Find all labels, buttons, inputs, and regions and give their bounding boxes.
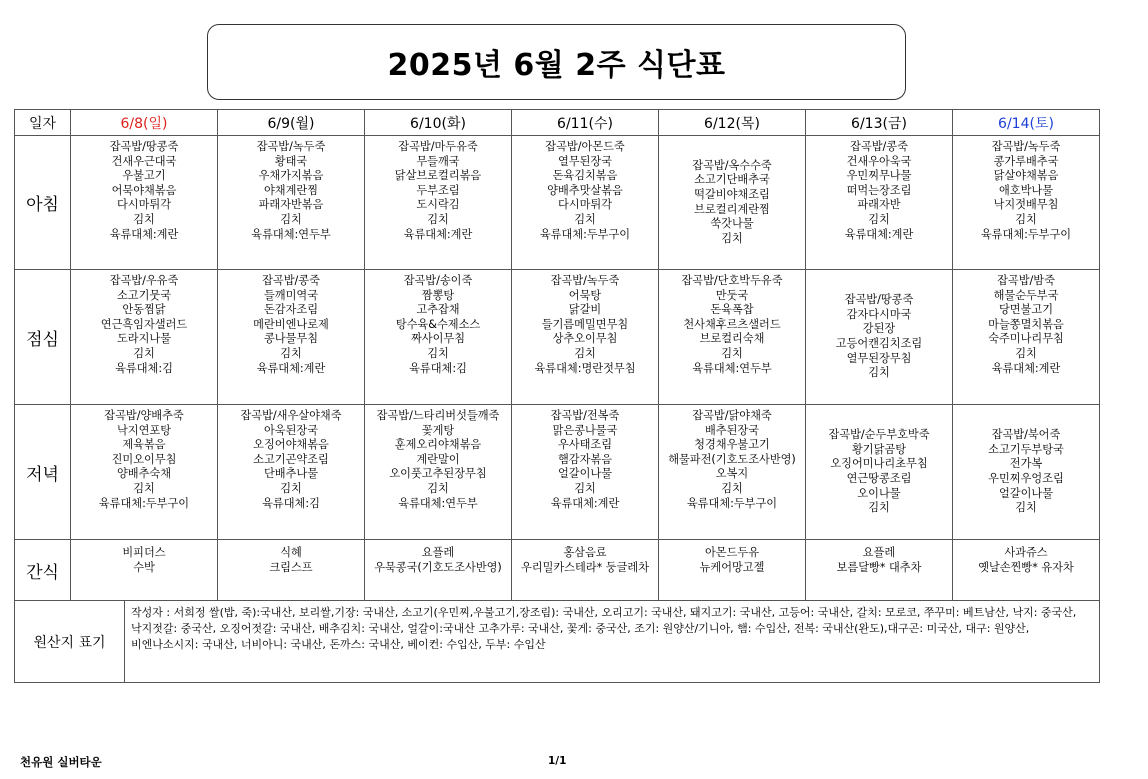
menu-item: 돈육김치볶음 [552, 169, 618, 183]
menu-item: 우민찌무나물 [846, 169, 912, 183]
menu-item: 마늘쫑멸치볶음 [988, 317, 1064, 331]
meal-row [15, 270, 1100, 405]
menu-item: 고등어캔김치조림 [835, 337, 923, 350]
menu-item: 상추오이무침 [552, 332, 618, 346]
menu-item: 오징어미나리초무침 [830, 457, 928, 471]
menu-item: 탕수육&수제소스 [395, 317, 481, 331]
menu-cell [512, 270, 659, 405]
menu-item: 아욱된장국 [263, 423, 319, 437]
menu-cell [806, 405, 953, 540]
menu-item: 우묵콩국(기호도조사반영) [374, 560, 502, 574]
meal-row [15, 136, 1100, 270]
menu-item: 낙지연포탕 [116, 423, 172, 437]
menu-cell [659, 405, 806, 540]
menu-item: 우민찌우엉조림 [988, 472, 1064, 485]
menu-item: 요플레 [421, 546, 455, 559]
menu-item: 돈감자조림 [263, 303, 319, 317]
menu-item: 육류대체:연두부 [692, 361, 772, 375]
meal-label: 점심 [15, 270, 71, 405]
menu-item: 황태국 [274, 154, 308, 168]
menu-item: 잡곡밥/땅콩죽 [109, 140, 179, 153]
menu-item: 건새우아욱국 [846, 154, 912, 168]
day-header: 6/12(목) [659, 110, 806, 136]
menu-item: 잡곡밥/녹두죽 [991, 140, 1061, 153]
menu-cell [806, 540, 953, 601]
menu-item: 잡곡밥/북어죽 [991, 428, 1061, 442]
menu-item: 김치 [280, 481, 302, 495]
menu-item: 다시마튀각 [116, 198, 172, 212]
menu-cell [806, 270, 953, 405]
menu-cell [512, 540, 659, 601]
menu-item: 감자다시마국 [846, 307, 912, 321]
menu-item: 육류대체:두부구이 [98, 496, 190, 510]
menu-item: 닭살브로컬리볶음 [394, 169, 482, 183]
menu-item: 크림스프 [269, 560, 313, 574]
date-header-label: 일자 [15, 110, 71, 136]
menu-cell [953, 136, 1100, 270]
origin-table [14, 600, 1100, 683]
menu-item: 쑥갓나물 [710, 217, 754, 231]
menu-item: 오복지 [715, 467, 749, 481]
menu-item: 육류대체:계란 [109, 227, 179, 241]
menu-item: 잡곡밥/콩죽 [262, 274, 320, 287]
menu-item: 진미오이무침 [111, 452, 177, 466]
meal-label: 간식 [15, 540, 71, 601]
date-header-row [15, 110, 1100, 136]
page-title: 2025년 6월 2주 식단표 [387, 48, 726, 83]
menu-item: 잡곡밥/닭야채죽 [692, 409, 772, 422]
menu-item: 잡곡밥/아몬드죽 [545, 140, 625, 153]
menu-item: 해물파전(기호도조사반영) [668, 452, 796, 466]
menu-item: 김치 [280, 346, 302, 360]
menu-item: 배추된장국 [704, 423, 760, 437]
footer-organization: 천유원 실버타운 [20, 755, 102, 769]
menu-item: 육류대체:계란 [550, 496, 620, 510]
menu-item: 김치 [133, 346, 155, 360]
menu-item: 김치 [721, 481, 743, 495]
menu-item: 육류대체:연두부 [251, 227, 331, 241]
menu-cell [953, 540, 1100, 601]
menu-item: 해물순두부국 [993, 288, 1059, 302]
menu-item: 잡곡밥/전복죽 [550, 409, 620, 422]
menu-item: 육류대체:계란 [256, 361, 326, 375]
menu-item: 육류대체:김 [262, 496, 320, 510]
menu-item: 두부조림 [416, 183, 460, 197]
menu-item: 양배추숙채 [116, 467, 172, 481]
menu-item: 야채계란찜 [263, 183, 319, 197]
menu-item: 파래자반 [857, 198, 901, 212]
menu-item: 어묵야채볶음 [111, 183, 177, 197]
menu-item: 떠먹는장조림 [846, 183, 912, 197]
menu-cell [365, 270, 512, 405]
menu-cell [953, 405, 1100, 540]
menu-item: 뉴케어망고젤 [699, 560, 765, 574]
menu-item: 짬뽕탕 [421, 288, 455, 302]
menu-item: 김치 [133, 212, 155, 226]
menu-item: 김치 [868, 212, 890, 226]
menu-item: 김치 [721, 231, 743, 245]
menu-item: 돈육폭찹 [710, 303, 754, 317]
menu-item: 콩나물무침 [263, 332, 319, 346]
menu-item: 당면불고기 [998, 303, 1054, 317]
menu-item: 짜사이무침 [410, 332, 466, 346]
menu-item: 우사태조림 [557, 438, 613, 452]
menu-item: 김치 [574, 346, 596, 360]
menu-item: 낙지젓배무침 [993, 198, 1059, 212]
menu-item: 브로컬리숙채 [699, 332, 765, 346]
menu-item: 황기닭곰탕 [851, 442, 907, 456]
menu-item: 무들깨국 [416, 154, 460, 168]
menu-item: 잡곡밥/새우살야채죽 [240, 409, 342, 422]
menu-item: 잡곡밥/밤죽 [997, 274, 1055, 287]
menu-item: 잡곡밥/송이죽 [403, 274, 473, 287]
day-header: 6/11(수) [512, 110, 659, 136]
menu-item: 고추잡채 [416, 303, 460, 317]
menu-item: 소고기곤약조림 [253, 452, 329, 466]
menu-item: 육류대체:두부구이 [980, 227, 1072, 241]
day-header: 6/13(금) [806, 110, 953, 136]
menu-item: 옛날손찐빵* 유자차 [978, 560, 1074, 574]
menu-item: 닭갈비 [568, 303, 602, 317]
menu-item: 브로컬리계란찜 [694, 202, 770, 216]
menu-item: 육류대체:두부구이 [686, 496, 778, 510]
menu-item: 김치 [427, 212, 449, 226]
menu-item: 우리밀카스테라* 둥글레차 [520, 560, 650, 574]
meal-label: 아침 [15, 136, 71, 270]
menu-item: 맑은콩나물국 [552, 423, 618, 437]
menu-item: 육류대체:명란젓무침 [534, 361, 636, 375]
menu-cell [71, 540, 218, 601]
menu-item: 어묵탕 [568, 288, 602, 302]
menu-item: 홍삼음료 [563, 546, 607, 559]
menu-item: 떡갈비야채조림 [694, 187, 770, 201]
menu-item: 잡곡밥/콩죽 [850, 140, 908, 153]
menu-cell [71, 405, 218, 540]
menu-item: 육류대체:연두부 [398, 496, 478, 510]
menu-item: 김치 [574, 212, 596, 226]
menu-item: 얼갈이나물 [998, 486, 1054, 500]
menu-item: 김치 [427, 481, 449, 495]
menu-cell [953, 270, 1100, 405]
menu-item: 김치 [427, 346, 449, 360]
menu-cell [218, 136, 365, 270]
menu-cell [218, 405, 365, 540]
menu-item: 양배추맛살볶음 [547, 183, 623, 197]
menu-item: 꽃게탕 [421, 423, 455, 437]
meal-row [15, 540, 1100, 601]
menu-cell [806, 136, 953, 270]
menu-item: 들깨미역국 [263, 288, 319, 302]
menu-item: 김치 [868, 366, 890, 380]
menu-item: 얼갈이나물 [557, 467, 613, 481]
menu-item: 김치 [721, 346, 743, 360]
menu-item: 김치 [1015, 501, 1037, 515]
menu-item: 건새우근대국 [111, 154, 177, 168]
menu-cell [659, 270, 806, 405]
menu-item: 잡곡밥/녹두죽 [550, 274, 620, 287]
menu-table [14, 109, 1100, 601]
menu-item: 연근땅콩조림 [846, 472, 912, 485]
menu-cell [71, 270, 218, 405]
menu-item: 김치 [280, 212, 302, 226]
menu-item: 김치 [574, 481, 596, 495]
menu-item: 잡곡밥/옥수수죽 [692, 158, 772, 172]
menu-item: 도시락김 [416, 198, 460, 212]
menu-item: 소고기뭇국 [116, 288, 172, 302]
menu-item: 비피더스 [122, 546, 166, 559]
menu-item: 메란비엔나로제 [253, 317, 329, 331]
menu-item: 김치 [1015, 212, 1037, 226]
menu-item: 잡곡밥/순두부호박죽 [828, 428, 930, 442]
menu-item: 잡곡밥/땅콩죽 [844, 293, 914, 307]
day-header: 6/14(토) [953, 110, 1100, 136]
menu-item: 육류대체:김 [409, 361, 467, 375]
day-header: 6/8(일) [71, 110, 218, 136]
origin-text: 작성자 : 서희정 쌀(밥, 죽):국내산, 보리쌀,기장: 국내산, 소고기(우민찌,우불고기,장조림): 국내산, 오리고기: 국내산, 돼지고기: 국내산, 고등어: 국내산, 갈치: 모로코, 쭈꾸미: 베트남산, 낙지: 중국산, 낙지젓갈: 중국산, 오징어젓갈: 국내산, 배추김치: 국내산, 얼갈이:국내산 고추가루: 국내산, 꽃게: 중국산, 조기: 원양산/기니아, 햄: 수입산, 전복: 국내산(완도),대구곤: 미국산, 대구: 원양산, 비엔나소시지: 국내산, 너비아니: 국내산, 돈까스: 국내산, 베이컨: 수입산, 두부: 수입산 [125, 601, 1100, 683]
menu-item: 사과쥬스 [1004, 546, 1048, 559]
menu-item: 계란말이 [416, 452, 460, 466]
menu-item: 강된장 [862, 322, 896, 336]
menu-item: 우불고기 [122, 169, 166, 183]
origin-label: 원산지 표기 [15, 601, 125, 683]
menu-item: 오이풋고추된장무침 [389, 467, 487, 481]
menu-item: 열무된장무침 [846, 351, 912, 365]
menu-item: 육류대체:김 [115, 361, 173, 375]
menu-cell [365, 405, 512, 540]
menu-item: 육류대체:계란 [844, 227, 914, 241]
menu-item: 숙주미나리무침 [988, 332, 1064, 346]
menu-item: 도라지나물 [116, 332, 172, 346]
menu-item: 닭살야채볶음 [993, 169, 1059, 183]
menu-item: 청경채우불고기 [694, 438, 770, 452]
menu-item: 파래자반볶음 [258, 198, 324, 212]
menu-item: 김치 [1015, 346, 1037, 360]
menu-item: 천사채후르츠샐러드 [683, 317, 781, 331]
menu-item: 우채가지볶음 [258, 169, 324, 183]
menu-item: 아몬드두유 [704, 546, 760, 559]
menu-item: 소고기두부탕국 [988, 442, 1064, 456]
menu-cell [659, 136, 806, 270]
menu-item: 육류대체:계란 [991, 361, 1061, 375]
menu-item: 단배추나물 [263, 467, 319, 481]
menu-item: 잡곡밥/느타리버섯들깨죽 [376, 409, 500, 422]
menu-cell [218, 270, 365, 405]
menu-cell [365, 136, 512, 270]
day-header: 6/10(화) [365, 110, 512, 136]
menu-item: 열무된장국 [557, 154, 613, 168]
menu-item: 전가복 [1009, 457, 1043, 471]
menu-cell [512, 136, 659, 270]
menu-item: 연근흑임자샐러드 [100, 317, 188, 331]
footer-page-number: 1/1 [548, 755, 567, 767]
menu-cell [71, 136, 218, 270]
menu-item: 육류대체:계란 [403, 227, 473, 241]
menu-item: 잡곡밥/양배추죽 [104, 409, 184, 422]
menu-item: 보름달빵* 대추차 [836, 560, 922, 574]
menu-item: 잡곡밥/마두유죽 [398, 140, 478, 153]
meal-label: 저녁 [15, 405, 71, 540]
menu-item: 오징어야채볶음 [253, 438, 329, 452]
menu-item: 김치 [868, 501, 890, 515]
menu-item: 오이나물 [857, 486, 901, 500]
menu-cell [218, 540, 365, 601]
menu-item: 제육볶음 [122, 438, 166, 452]
menu-item: 수박 [133, 560, 155, 574]
menu-cell [512, 405, 659, 540]
menu-item: 안동찜닭 [122, 303, 166, 317]
menu-item: 소고기단배추국 [694, 173, 770, 187]
menu-item: 애호박나물 [998, 183, 1054, 197]
menu-item: 들기름메밀면무침 [541, 317, 629, 331]
day-header: 6/9(월) [218, 110, 365, 136]
meal-row [15, 405, 1100, 540]
menu-item: 김치 [133, 481, 155, 495]
title-box [207, 24, 906, 100]
menu-item: 콩가루배추국 [993, 154, 1059, 168]
menu-item: 잡곡밥/단호박두유죽 [681, 274, 783, 287]
menu-item: 요플레 [862, 546, 896, 559]
menu-cell [659, 540, 806, 601]
menu-item: 만둣국 [715, 288, 749, 302]
menu-item: 훈제오리야채볶음 [394, 438, 482, 452]
menu-item: 식혜 [280, 546, 302, 559]
menu-item: 육류대체:두부구이 [539, 227, 631, 241]
menu-item: 잡곡밥/우유죽 [109, 274, 179, 287]
menu-item: 햄감자볶음 [557, 452, 613, 466]
menu-item: 다시마튀각 [557, 198, 613, 212]
menu-cell [365, 540, 512, 601]
menu-item: 잡곡밥/녹두죽 [256, 140, 326, 153]
